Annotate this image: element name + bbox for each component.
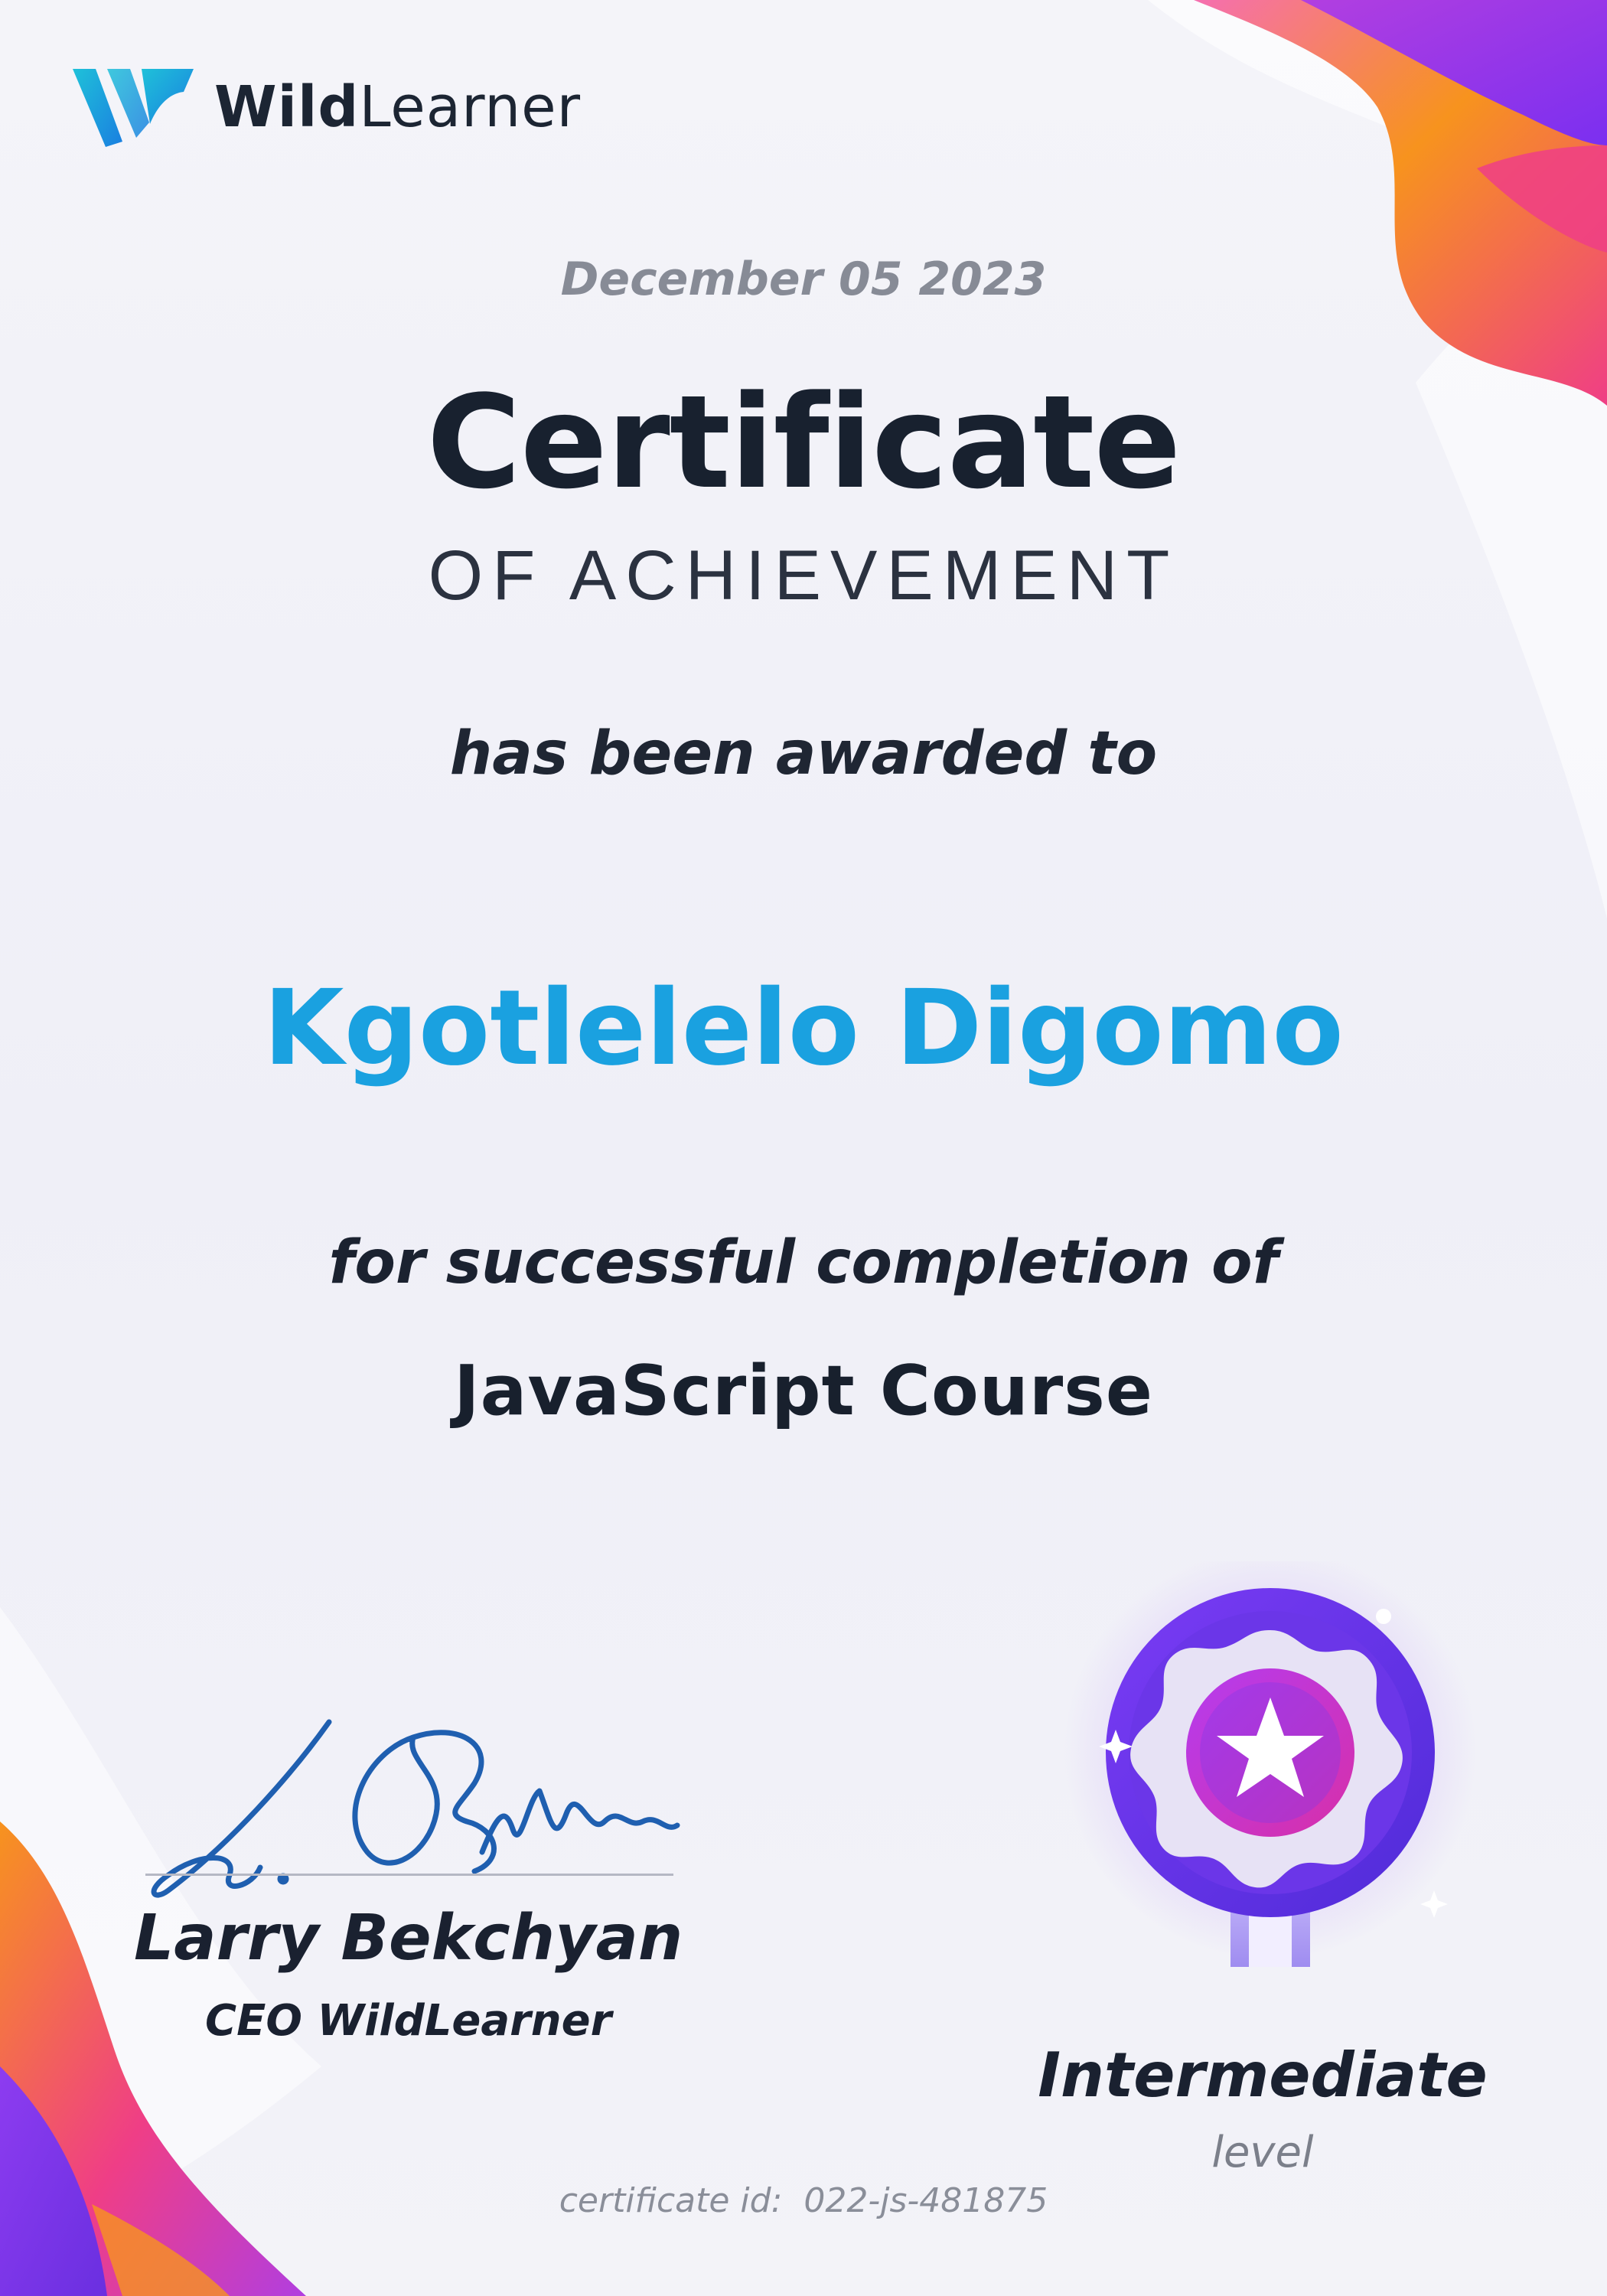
wildlearner-logo-icon: [69, 61, 197, 153]
course-level: Intermediate: [1038, 2040, 1488, 2111]
certificate-id: [0, 2181, 1607, 2220]
brand-logo: [69, 61, 581, 153]
certificate-id-label: certificate id:: [559, 2181, 783, 2220]
signatory-role: CEO WildLearner: [205, 1996, 612, 2046]
star-medal-icon: [1056, 1561, 1485, 2020]
signatory-name: Larry Bekchyan: [134, 1902, 683, 1975]
course-name: JavaScript Course: [454, 1351, 1153, 1431]
signature-line: [145, 1874, 673, 1876]
awarded-text: has been awarded to: [449, 719, 1158, 788]
brand-name: [214, 74, 581, 140]
completion-text: for successful completion of: [328, 1228, 1279, 1297]
brand-name-light: Learner: [359, 74, 582, 140]
brand-name-bold: Wild: [214, 74, 360, 140]
certificate-id-value: 022-js-481875: [804, 2181, 1048, 2220]
course-level-suffix: level: [1211, 2128, 1314, 2177]
certificate-subtitle: OF ACHIEVEMENT: [428, 536, 1179, 615]
certificate-title: Certificate: [426, 367, 1181, 517]
recipient-name: Kgotlelelo Digomo: [263, 968, 1344, 1089]
certificate-date: December 05 2023: [560, 253, 1047, 306]
